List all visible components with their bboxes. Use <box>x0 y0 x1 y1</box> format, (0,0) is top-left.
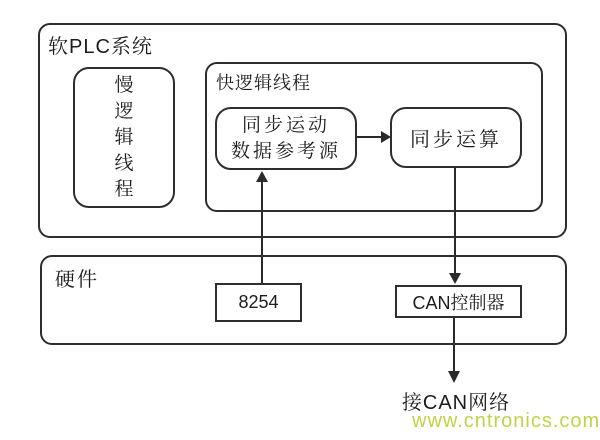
sync-motion-data-source-line2: 数据参考源 <box>230 140 341 162</box>
timer-chip-8254-label: 8254 <box>238 292 279 312</box>
can-controller-box <box>395 285 522 318</box>
fast-logic-thread-label: 快逻辑线程 <box>216 73 311 93</box>
sync-motion-data-source-line1: 同步运动 <box>241 114 330 136</box>
slow-logic-thread-box <box>73 67 175 208</box>
slow-logic-thread-label: 慢逻辑线程 <box>114 74 134 200</box>
timer-chip-8254-box <box>215 283 302 322</box>
sync-calc-label: 同步运算 <box>410 129 502 151</box>
sync-calc-box <box>390 107 522 168</box>
hardware-label: 硬件 <box>55 269 99 291</box>
sync-motion-data-source-box <box>215 107 357 170</box>
watermark-text: www.cntronics.com <box>412 410 600 432</box>
soft-plc-system-label: 软PLC系统 <box>48 36 153 58</box>
can-network-label: 接CAN网络 <box>401 392 511 414</box>
can-controller-label: CAN控制器 <box>412 292 505 313</box>
